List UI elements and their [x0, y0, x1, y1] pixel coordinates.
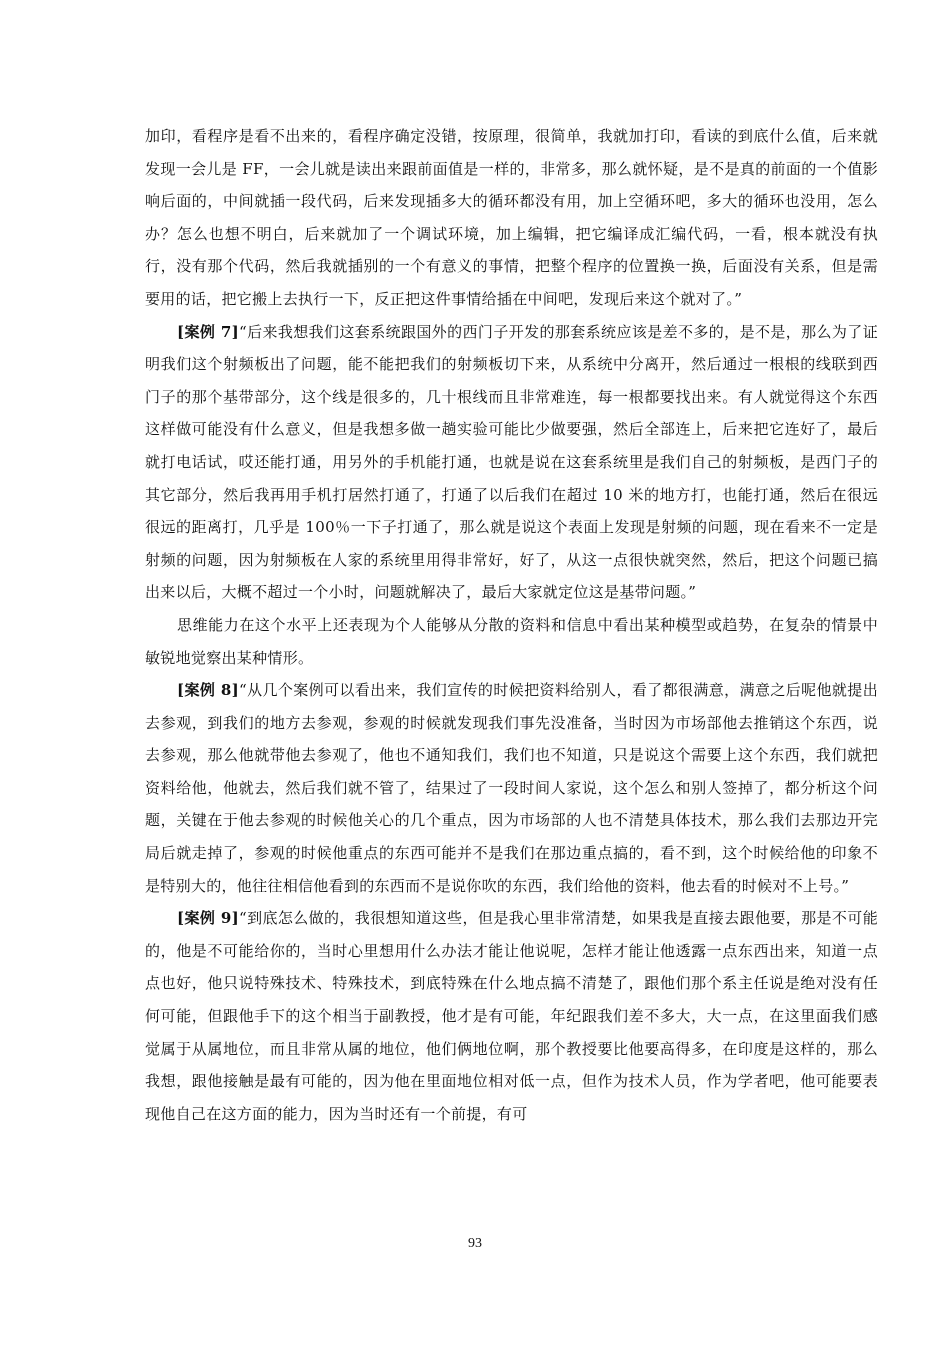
case-label: [案例 9] [177, 909, 240, 928]
paragraph-text: 思维能力在这个水平上还表现为个人能够从分散的资料和信息中看出某种模型或趋势，在复杂的情景中敏锐地觉察出某种情形。 [145, 615, 878, 667]
paragraph-continued [145, 120, 878, 316]
paragraph-case-7 [145, 316, 878, 609]
paragraph-case-8 [145, 674, 878, 902]
case-label: [案例 7] [177, 322, 240, 341]
page-number: 93 [468, 1236, 482, 1251]
paragraph-text: 加印，看程序是看不出来的，看程序确定没错，按原理，很简单，我就加打印，看读的到底什么值，后来就发现一会儿是 FF，一会儿就是读出来跟前面值是一样的，非常多，那么就怀疑，是不是真的前面的一个值影响后面的，中间就插一段代码，后来发现插多大的循环都没有用，加上空循环吧，多大的循环也没用，怎么办？怎么也想不明白，后来就加了一个调试环境，加上编辑，把它编译成汇编代码，一看，根本就没有执行，没有那个代码，然后我就插别的一个有意义的事情，把整个程序的位置换一换，后面没有关系，但是需要用的话，把它搬上去执行一下，反正把这件事情给插在中间吧，发现后来这个就对了。” [145, 127, 878, 308]
paragraph-case-9 [145, 902, 878, 1130]
paragraph-text: “到底怎么做的，我很想知道这些，但是我心里非常清楚，如果我是直接去跟他要，那是不可能的，他是不可能给你的，当时心里想用什么办法才能让他说呢，怎样才能让他透露一点东西出来，知道一点点也好，他只说特殊技术、特殊技术，到底特殊在什么地点搞不清楚了，跟他们那个系主任说是绝对没有任何可能，但跟他手下的这个相当于副教授，他才是有可能，年纪跟我们差不多大，大一点，在这里面我们感觉属于从属地位，而且非常从属的地位，他们俩地位啊，那个教授要比他要高得多，在印度是这样的，那么我想，跟他接触是最有可能的，因为他在里面地位相对低一点，但作为技术人员，作为学者吧，他可能要表现他自己在这方面的能力，因为当时还有一个前提，有可 [145, 909, 878, 1123]
paragraph-text: “后来我想我们这套系统跟国外的西门子开发的那套系统应该是差不多的，是不是，那么为了证明我们这个射频板出了问题，能不能把我们的射频板切下来，从系统中分离开，然后通过一根根的线联到西门子的那个基带部分，这个线是很多的，几十根线而且非常难连，每一根都要找出来。有人就觉得这个东西这样做可能没有什么意义，但是我想多做一趟实验可能比少做要强，然后全部连上，后来把它连好了，最后就打电话试，哎还能打通，用另外的手机能打通，也就是说在这套系统里是我们自己的射频板，是西门子的其它部分，然后我再用手机打居然打通了，打通了以后我们在超过 10 米的地方打，也能打通，然后在很远很远的距离打，几乎是 100％一下子打通了，那么就是说这个表面上发现是射频的问题，现在看来不一定是射频的问题，因为射频板在人家的系统里用得非常好，好了，从这一点很快就突然，然后，把这个问题已搞出来以后，大概不超过一个小时，问题就解决了，最后大家就定位这是基带问题。” [145, 322, 878, 602]
paragraph-text: “从几个案例可以看出来，我们宣传的时候把资料给别人，看了都很满意，满意之后呢他就提出去参观，到我们的地方去参观，参观的时候就发现我们事先没准备，当时因为市场部他去推销这个东西，说去参观，那么他就带他去参观了，他也不通知我们，我们也不知道，只是说这个需要上这个东西，我们就把资料给他，他就去，然后我们就不管了，结果过了一段时间人家说，这个怎么和别人签掉了，都分析这个问题，关键在于他去参观的时候他关心的几个重点，因为市场部的人也不清楚具体技术，那么我们去那边开完局后就走掉了，参观的时候他重点的东西可能并不是我们在那边重点搞的，看不到，这个时候给他的印象不是特别大的，他往往相信他看到的东西而不是说你吹的东西，我们给他的资料，他去看的时候对不上号。” [145, 681, 878, 895]
case-label: [案例 8] [177, 681, 240, 700]
paragraph-analysis [145, 609, 878, 674]
page-body [145, 120, 878, 1130]
